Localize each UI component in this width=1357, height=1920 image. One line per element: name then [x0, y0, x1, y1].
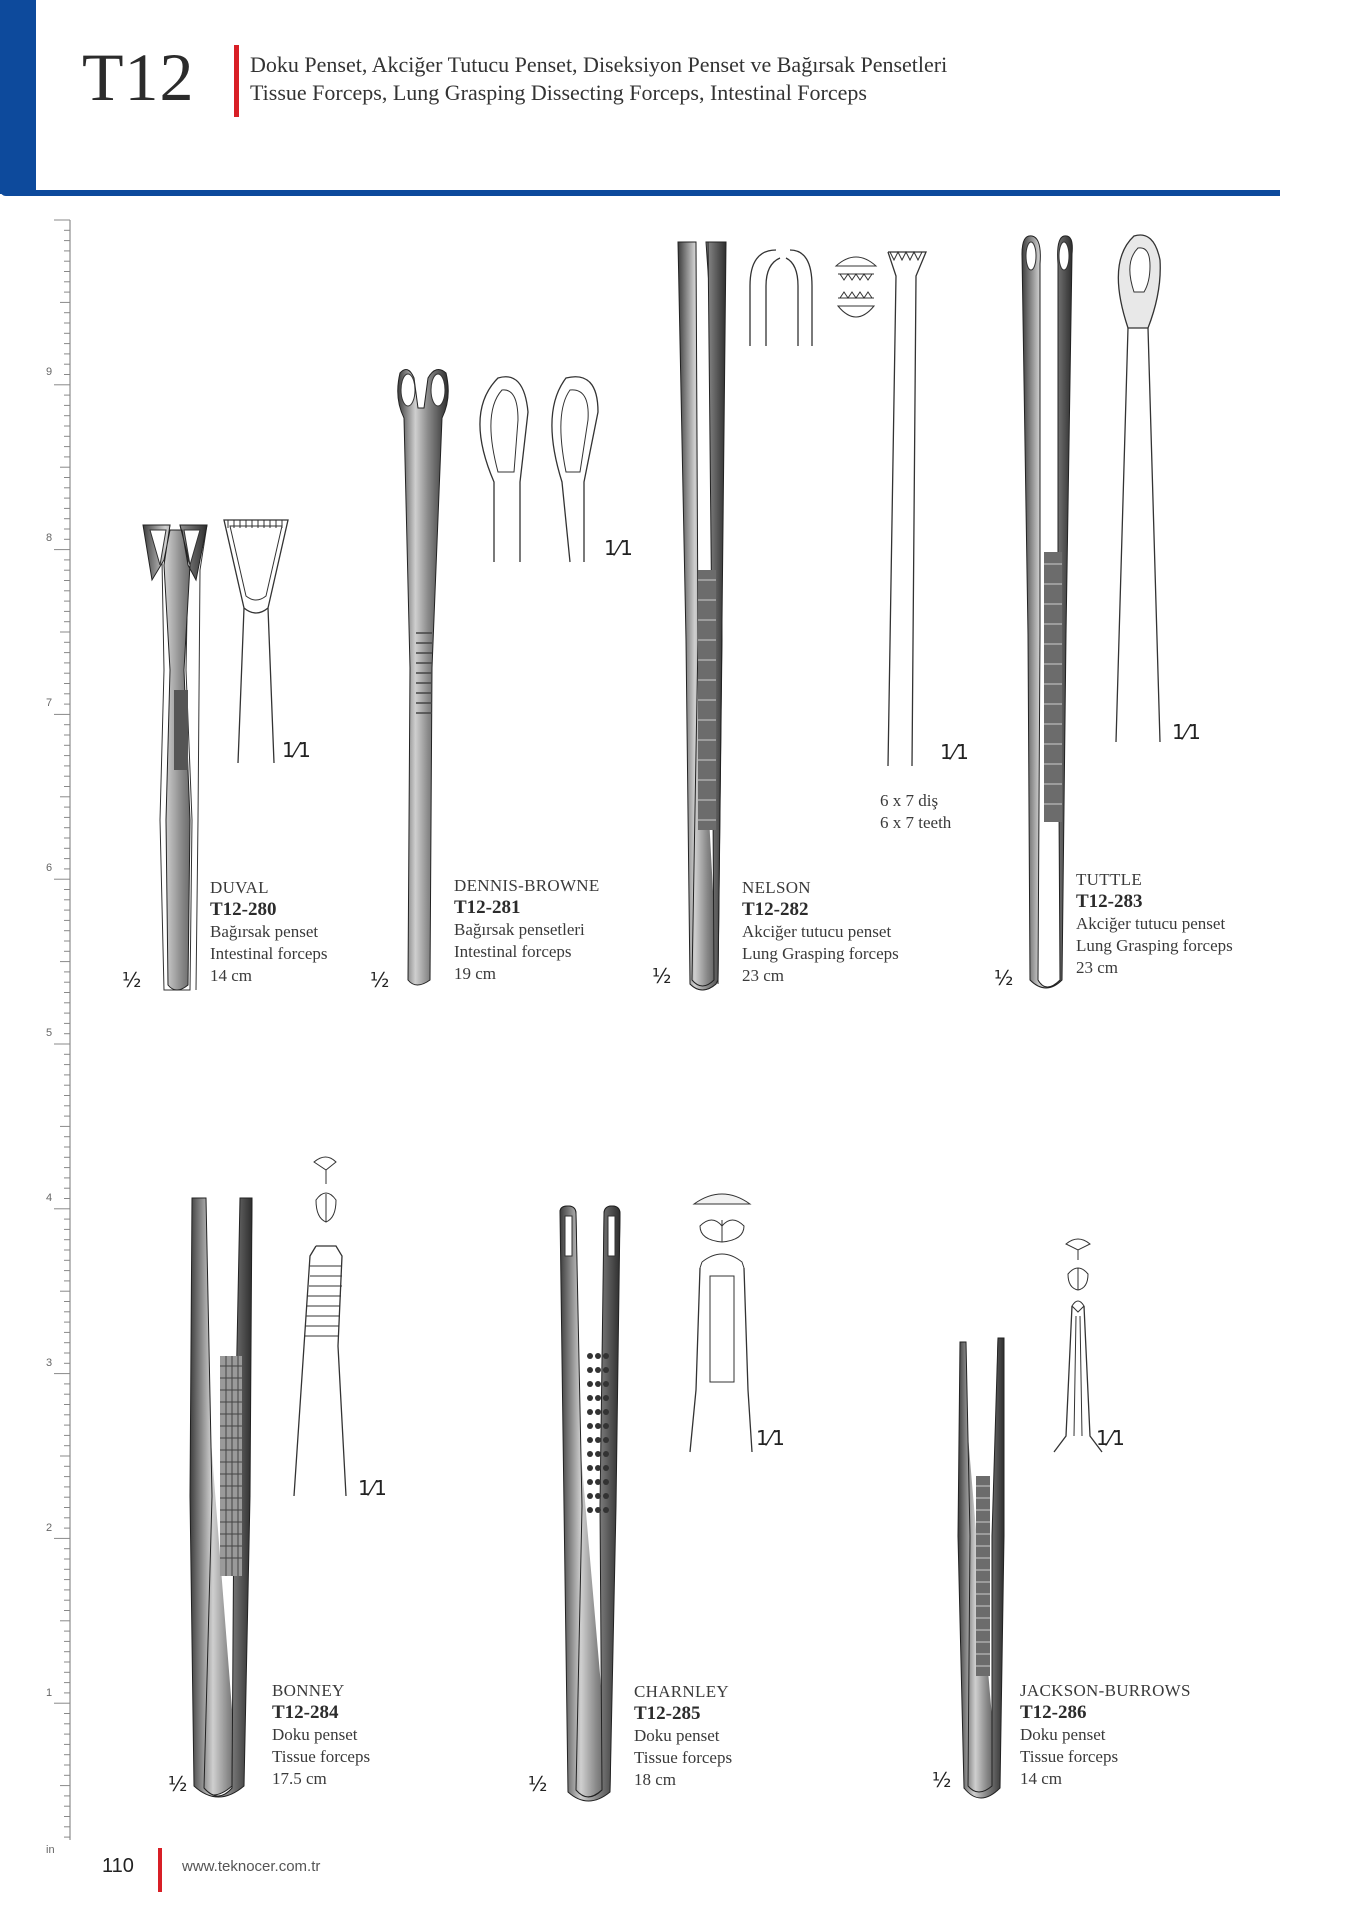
product-code: T12-283 [1076, 891, 1143, 912]
nelson-label [742, 877, 899, 987]
product-size: 18 cm [634, 1770, 677, 1789]
tuttle-detail-scale: 1⁄1 [1172, 720, 1201, 744]
nelson-forceps-image [672, 240, 732, 992]
duval-label [210, 877, 328, 987]
ruler-tick-8: 8 [46, 532, 53, 544]
product-size: 14 cm [210, 966, 253, 985]
duval-forceps-image [140, 520, 210, 990]
product-name: TUTTLE [1076, 870, 1142, 889]
product-desc-tr: Bağırsak penset [210, 922, 319, 941]
product-desc-en: Lung Grasping forceps [742, 944, 899, 963]
ruler-tick-1: 1 [46, 1687, 53, 1699]
duval-detail-scale: 1⁄1 [282, 738, 311, 762]
ruler-tick-3: 3 [46, 1357, 53, 1369]
product-desc-tr: Bağırsak pensetleri [454, 920, 585, 939]
ruler-tick-9: 9 [46, 366, 53, 378]
tuttle-label [1076, 869, 1233, 979]
product-name: DUVAL [210, 878, 269, 897]
website-link[interactable]: www.teknocer.com.tr [182, 1858, 321, 1875]
dennis-browne-forceps-image [390, 368, 460, 988]
bonney-forceps-image [188, 1196, 258, 1802]
tuttle-forceps-image [1016, 234, 1076, 990]
product-code: T12-286 [1020, 1702, 1087, 1723]
jackson-burrows-detail-scale: 1⁄1 [1096, 1426, 1125, 1450]
product-name: BONNEY [272, 1681, 345, 1700]
jackson-burrows-jaw-detail [1050, 1236, 1106, 1456]
product-size: 23 cm [1076, 958, 1119, 977]
charnley-jaw-detail [686, 1190, 758, 1456]
bonney-scale: ½ [168, 1772, 188, 1796]
charnley-label [634, 1681, 732, 1791]
charnley-scale: ½ [528, 1772, 548, 1796]
bonney-label [272, 1680, 370, 1790]
product-size: 17.5 cm [272, 1769, 327, 1788]
dennis-browne-scale: ½ [370, 968, 390, 992]
product-desc-tr: Doku penset [1020, 1725, 1106, 1744]
header-blue-rule [0, 190, 1280, 196]
product-desc-en: Intestinal forceps [210, 944, 328, 963]
product-code: T12-285 [634, 1703, 701, 1724]
ruler-tick-5: 5 [46, 1027, 53, 1039]
header-red-marker [234, 45, 239, 117]
ruler-tick-7: 7 [46, 697, 53, 709]
product-name: JACKSON-BURROWS [1020, 1681, 1191, 1700]
product-desc-tr: Doku penset [634, 1726, 720, 1745]
dennis-browne-detail-scale: 1⁄1 [604, 536, 633, 560]
product-size: 23 cm [742, 966, 785, 985]
bonney-jaw-detail [290, 1156, 360, 1502]
title-turkish: Doku Penset, Akciğer Tutucu Penset, Diseksiyon Penset ve Bağırsak Pensetleri [250, 52, 948, 77]
nelson-detail-scale: 1⁄1 [940, 740, 969, 764]
product-code: T12-280 [210, 899, 277, 920]
product-code: T12-284 [272, 1702, 339, 1723]
duval-scale: ½ [122, 968, 142, 992]
charnley-detail-scale: 1⁄1 [756, 1426, 785, 1450]
product-desc-en: Lung Grasping forceps [1076, 936, 1233, 955]
nelson-jaw-detail [746, 246, 946, 766]
product-desc-en: Tissue forceps [634, 1748, 733, 1767]
teeth-note-en: 6 x 7 teeth [880, 813, 952, 832]
tuttle-scale: ½ [994, 966, 1014, 990]
ruler-tick-4: 4 [46, 1192, 53, 1204]
product-desc-tr: Akciğer tutucu penset [1076, 914, 1226, 933]
nelson-teeth-note [880, 790, 951, 834]
product-code: T12-281 [454, 897, 521, 918]
jackson-burrows-label [1020, 1680, 1191, 1790]
product-desc-en: Tissue forceps [272, 1747, 371, 1766]
section-code: T12 [82, 39, 195, 115]
header-blue-corner [0, 0, 36, 194]
product-name: CHARNLEY [634, 1682, 729, 1701]
charnley-forceps-image [556, 1206, 626, 1800]
product-desc-tr: Doku penset [272, 1725, 358, 1744]
jackson-burrows-scale: ½ [932, 1768, 952, 1792]
ruler-tick-6: 6 [46, 862, 53, 874]
product-name: DENNIS-BROWNE [454, 876, 600, 895]
title-english: Tissue Forceps, Lung Grasping Dissecting Forceps, Intestinal Forceps [250, 80, 867, 105]
product-desc-en: Tissue forceps [1020, 1747, 1119, 1766]
product-name: NELSON [742, 878, 811, 897]
dennis-browne-jaw-detail [470, 372, 610, 572]
product-size: 14 cm [1020, 1769, 1063, 1788]
teeth-note-tr: 6 x 7 diş [880, 791, 939, 810]
product-code: T12-282 [742, 899, 809, 920]
duval-jaw-detail [222, 518, 292, 768]
product-size: 19 cm [454, 964, 497, 983]
ruler-tick-2: 2 [46, 1522, 53, 1534]
tuttle-jaw-detail [1112, 232, 1172, 744]
nelson-scale: ½ [652, 964, 672, 988]
ruler-unit: in [46, 1844, 55, 1856]
product-desc-tr: Akciğer tutucu penset [742, 922, 892, 941]
dennis-browne-label [454, 875, 600, 985]
product-desc-en: Intestinal forceps [454, 942, 572, 961]
inch-ruler [42, 220, 72, 1856]
bonney-detail-scale: 1⁄1 [358, 1476, 387, 1500]
page-number: 110 [102, 1855, 134, 1877]
footer-red-marker [158, 1848, 162, 1892]
jackson-burrows-forceps-image [954, 1336, 1008, 1798]
